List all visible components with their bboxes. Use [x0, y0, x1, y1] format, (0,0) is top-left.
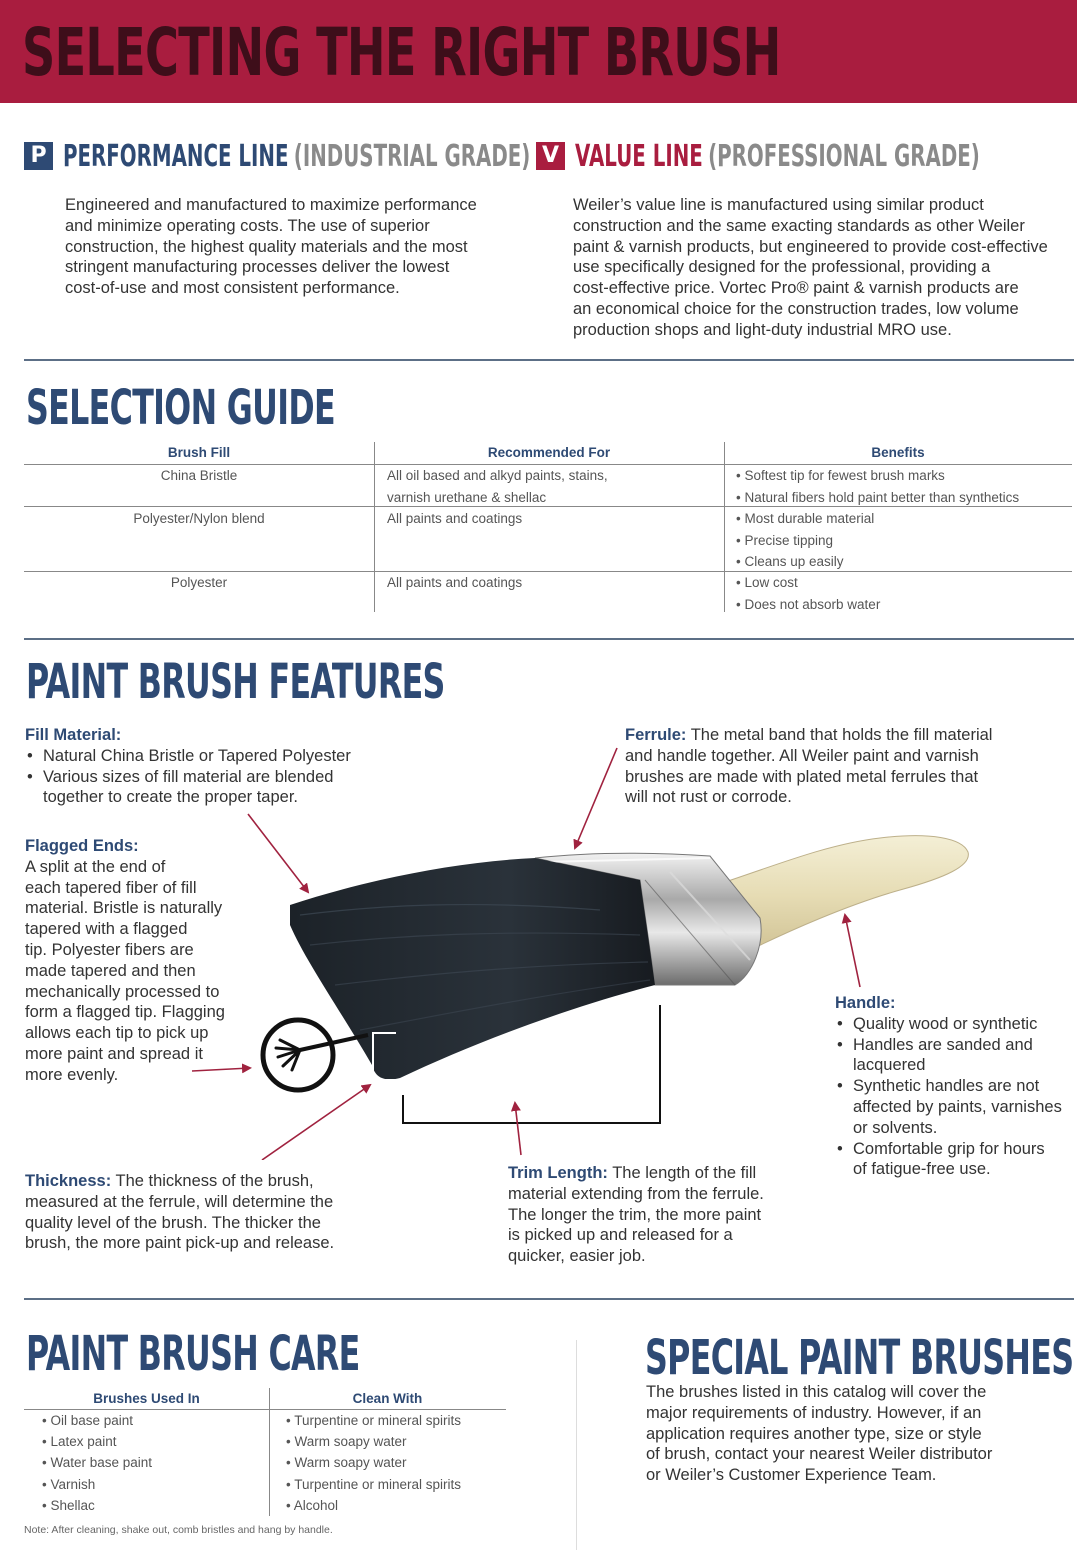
- table-cell: • Most durable material • Precise tipping • Cleans up easily: [736, 511, 875, 569]
- selection-guide-title: SELECTION GUIDE: [26, 380, 335, 436]
- divider: [24, 638, 1074, 640]
- column-header: Recommended For: [487, 445, 611, 460]
- performance-description: Engineered and manufactured to maximize performance and minimize operating costs. The use of superior construction, the highest quality materials and the most stringent manufacturing processes deliver the lowest cost-of-use and most consistent performance.: [65, 196, 477, 298]
- table-cell: China Bristle: [160, 468, 238, 483]
- divider: [24, 1298, 1074, 1300]
- performance-line-name: PERFORMANCE LINE: [63, 138, 289, 174]
- column-header: Clean With: [352, 1391, 423, 1406]
- fill-material-arrow: [248, 814, 308, 892]
- column-header: Brushes Used In: [93, 1391, 200, 1406]
- value-line-heading: [536, 138, 1077, 174]
- handle-label: Handle:: [835, 994, 896, 1012]
- ferrule-label: Ferrule:: [625, 726, 687, 744]
- value-grade: (PROFESSIONAL GRADE): [708, 138, 980, 174]
- fill-material-label: Fill Material:: [25, 726, 122, 744]
- features-title: PAINT BRUSH FEATURES: [26, 654, 445, 710]
- table-cell: • Low cost • Does not absorb water: [736, 575, 881, 612]
- flagged-ends-label: Flagged Ends:: [25, 837, 139, 855]
- column-separator: [576, 1340, 577, 1550]
- divider: [24, 359, 1074, 361]
- column-header: Brush Fill: [167, 445, 231, 460]
- ferrule-arrow: [575, 748, 617, 848]
- table-cell: • Softest tip for fewest brush marks • Natural fibers hold paint better than synthetics: [736, 468, 1020, 505]
- care-used-in: • Oil base paint • Latex paint • Water base paint • Varnish • Shellac: [42, 1413, 153, 1513]
- header-banner: [0, 0, 1077, 103]
- value-badge: V: [536, 142, 565, 170]
- ferrule-callout: Ferrule: The metal band that holds the fill material and handle together. All Weiler paint and varnish brushes are made with plated metal ferrules that will not rust or corrode.: [625, 726, 993, 807]
- value-description: Weiler’s value line is manufactured using similar product construction and the same exacting standards as other Weiler paint & varnish products, but engineered to provide cost-effective use specifically designed for the professional, providing a cost-effective price. Vortec Pro® paint & varnish products are an economical choice for the construction trades, low volume production shops and light-duty industrial MRO use.: [573, 196, 1048, 339]
- flagged-ends-callout: Flagged Ends: A split at the end of each tapered fiber of fill material. Bristle is naturally tapered with a flagged tip. Polyester fibers are made tapered and then mechanically processed to form a flagged tip. Flagging allows each tip to pick up more paint and spread it more evenly.: [25, 836, 255, 1086]
- special-description: The brushes listed in this catalog will cover the major requirements of industry. However, if an application requires another type, size or style of brush, contact your nearest Weiler distributor or Weiler’s Customer Experience Team.: [646, 1383, 993, 1485]
- performance-grade: (INDUSTRIAL GRADE): [293, 138, 531, 174]
- care-clean-with: • Turpentine or mineral spirits • Warm soapy water • Warm soapy water • Turpentine or mineral spirits • Alcohol: [286, 1413, 462, 1513]
- value-line-name: VALUE LINE: [575, 138, 703, 174]
- column-header: Benefits: [871, 445, 925, 460]
- table-cell: Polyester: [170, 575, 228, 590]
- special-title: SPECIAL PAINT BRUSHES: [645, 1330, 1074, 1386]
- trim-length-arrow: [515, 1103, 521, 1155]
- trim-length-label: Trim Length:: [508, 1164, 608, 1182]
- table-cell: All paints and coatings: [387, 575, 523, 590]
- care-note: Note: After cleaning, shake out, comb bristles and hang by handle.: [24, 1524, 333, 1536]
- thickness-callout: Thickness: The thickness of the brush, measured at the ferrule, will determine the quality level of the brush. The thicker the brush, the more paint pick-up and release.: [25, 1172, 335, 1253]
- table-cell: All paints and coatings: [387, 511, 523, 526]
- fill-material-callout: Fill Material: • Natural China Bristle or Tapered Polyester • Various sizes of fill material are blended together to create the proper taper.: [25, 725, 385, 808]
- page-title: SELECTING THE RIGHT BRUSH: [22, 14, 781, 91]
- performance-badge: P: [24, 142, 53, 170]
- thickness-label: Thickness:: [25, 1172, 112, 1190]
- handle-callout: Handle: • Quality wood or synthetic • Handles are sanded and lacquered • Synthetic handles are not affected by paints, varnishes or solvents. • Comfortable grip for hours of fatigue-free use.: [835, 993, 1075, 1180]
- table-cell: Polyester/Nylon blend: [133, 511, 265, 526]
- care-title: PAINT BRUSH CARE: [26, 1326, 360, 1382]
- trim-length-callout: Trim Length: The length of the fill material extending from the ferrule. The longer the trim, the more paint is picked up and released for a quicker, easier job.: [508, 1164, 764, 1266]
- thickness-arrow: [262, 1085, 370, 1160]
- table-cell: All oil based and alkyd paints, stains, varnish urethane & shellac: [387, 468, 608, 505]
- handle-arrow: [845, 915, 860, 987]
